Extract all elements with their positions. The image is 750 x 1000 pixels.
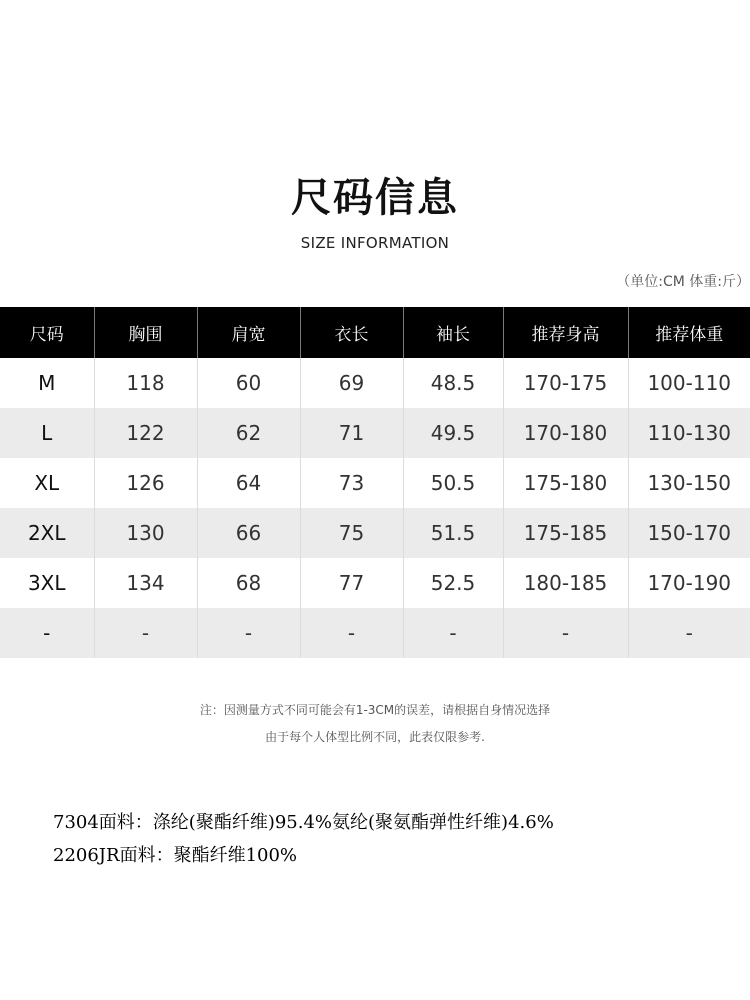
table-cell: 60 xyxy=(197,358,300,408)
table-cell: 75 xyxy=(300,508,403,558)
column-header: 推荐体重 xyxy=(628,307,750,358)
fabric-info xyxy=(53,806,554,872)
table-cell: 49.5 xyxy=(403,408,503,458)
table-cell: - xyxy=(628,608,750,658)
table-cell: 48.5 xyxy=(403,358,503,408)
table-cell: 175-180 xyxy=(503,458,628,508)
table-cell: 130-150 xyxy=(647,471,732,495)
size-cell: 2XL xyxy=(0,508,94,558)
table-cell: 77 xyxy=(300,558,403,608)
table-cell: 50.5 xyxy=(403,458,503,508)
table-cell: 170-180 xyxy=(503,408,628,458)
page-title: 尺码信息 xyxy=(291,175,459,221)
fabric-line: 7304面料：涤纶(聚酯纤维)95.4%氨纶(聚氨酯弹性纤维)4.6% xyxy=(53,812,554,833)
table-cell: - xyxy=(300,608,403,658)
size-cell: L xyxy=(0,408,94,458)
table-cell: 122 xyxy=(94,408,197,458)
table-cell: 52.5 xyxy=(403,558,503,608)
table-row xyxy=(0,558,750,608)
table-cell: 170-190 xyxy=(647,571,732,595)
table-cell: 64 xyxy=(197,458,300,508)
table-cell: 73 xyxy=(300,458,403,508)
table-cell: - xyxy=(197,608,300,658)
table-cell: - xyxy=(403,608,503,658)
note-line: 由于每个人体型比例不同，此表仅限参考. xyxy=(265,730,485,744)
table-cell: - xyxy=(503,608,628,658)
table-row xyxy=(0,358,750,408)
size-cell: 3XL xyxy=(0,558,94,608)
table-cell: 118 xyxy=(94,358,197,408)
table-cell: 130 xyxy=(94,508,197,558)
column-header: 袖长 xyxy=(403,307,503,358)
column-header: 肩宽 xyxy=(197,307,300,358)
fabric-line: 2206JR面料：聚酯纤维100% xyxy=(53,845,298,866)
table-cell: 126 xyxy=(94,458,197,508)
table-cell: 170-175 xyxy=(503,358,628,408)
table-cell: 71 xyxy=(300,408,403,458)
table-header-row xyxy=(0,307,750,358)
note-line: 注：因测量方式不同可能会有1-3CM的误差，请根据自身情况选择 xyxy=(199,703,551,717)
table-row xyxy=(0,408,750,458)
table-cell: 51.5 xyxy=(403,508,503,558)
table-cell: 100-110 xyxy=(647,371,732,395)
table-cell: 134 xyxy=(94,558,197,608)
table-cell: 150-170 xyxy=(628,508,750,558)
column-header: 尺码 xyxy=(0,307,94,358)
page-subtitle: SIZE INFORMATION xyxy=(300,234,450,252)
table-cell: - xyxy=(94,608,197,658)
table-row xyxy=(0,608,750,658)
size-cell: XL xyxy=(0,458,94,508)
table-row xyxy=(0,508,750,558)
table-cell: 68 xyxy=(197,558,300,608)
unit-note: （单位:CM 体重:斤） xyxy=(616,274,750,290)
table-row xyxy=(0,458,750,508)
size-cell: M xyxy=(0,358,94,408)
table-cell: 110-130 xyxy=(628,408,750,458)
column-header: 推荐身高 xyxy=(503,307,628,358)
measurement-notes xyxy=(0,697,750,751)
column-header: 胸围 xyxy=(94,307,197,358)
table-cell: 175-185 xyxy=(503,508,628,558)
column-header: 衣长 xyxy=(300,307,403,358)
table-cell: 180-185 xyxy=(503,558,628,608)
table-cell: 66 xyxy=(197,508,300,558)
size-cell: - xyxy=(0,608,94,658)
size-table xyxy=(0,307,750,658)
table-cell: 62 xyxy=(197,408,300,458)
table-cell: 69 xyxy=(300,358,403,408)
